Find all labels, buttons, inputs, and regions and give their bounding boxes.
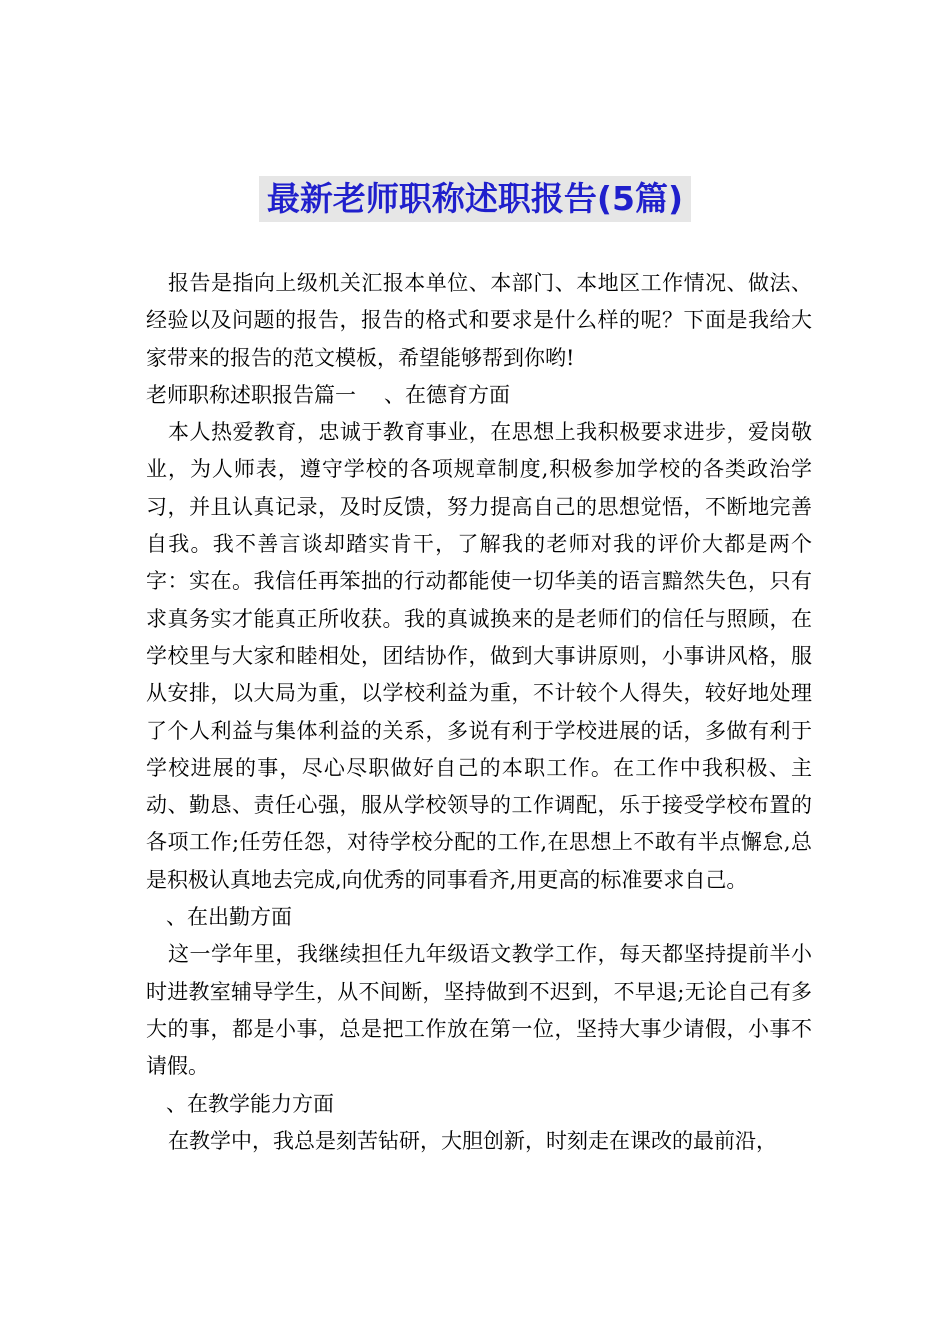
section-1-heading-line [146,377,812,414]
section-1-title: 老师职称述职报告篇一 [146,382,356,407]
document-body [146,265,812,1160]
document-title: 最新老师职称述职报告(5篇) [259,176,691,222]
section-1-paragraph-3: 在教学中，我总是刻苦钻研，大胆创新，时刻走在课改的最前沿， [168,1128,777,1153]
section-1-paragraph-1: 本人热爱教育，忠诚于教育事业，在思想上我积极要求进步，爱岗敬业，为人师表，遵守学校的各项规章制度,积极参加学校的各类政治学习，并且认真记录，及时反馈，努力提高自己的思想觉悟，不断地完善自我。我不善言谈却踏实肯干，了解我的老师对我的评价大都是两个字：实在。我信任再笨拙的行动都能使一切华美的语言黯然失色，只有求真务实才能真正所收获。我的真诚换来的是老师们的信任与照顾，在学校里与大家和睦相处，团结协作，做到大事讲原则，小事讲风格，服从安排，以大局为重，以学校利益为重，不计较个人得失，较好地处理了个人利益与集体利益的关系，多说有利于学校进展的话，多做有利于学校进展的事，尽心尽职做好自己的本职工作。在工作中我积极、主动、勤恳、责任心强，服从学校领导的工作调配，乐于接受学校布置的各项工作;任劳任怨，对待学校分配的工作,在思想上不敢有半点懈怠,总是积极认真地去完成,向优秀的同事看齐,用更高的标准要求自己。 [146,420,812,892]
section-1-subheading-1: 、在德育方面 [384,382,510,407]
section-1-paragraph-2: 这一学年里，我继续担任九年级语文教学工作，每天都坚持提前半小时进教室辅导学生，从不间断，坚持做到不迟到，不早退;无论自己有多大的事，都是小事，总是把工作放在第一位，坚持大事少请假，小事不请假。 [146,942,812,1079]
section-1-subheading-2: 、在出勤方面 [166,905,292,930]
section-1-subheading-3: 、在教学能力方面 [166,1091,334,1116]
title-container [0,176,950,222]
intro-paragraph: 报告是指向上级机关汇报本单位、本部门、本地区工作情况、做法、经验以及问题的报告，报告的格式和要求是什么样的呢？下面是我给大家带来的报告的范文模板，希望能够帮到你哟! [146,271,812,370]
